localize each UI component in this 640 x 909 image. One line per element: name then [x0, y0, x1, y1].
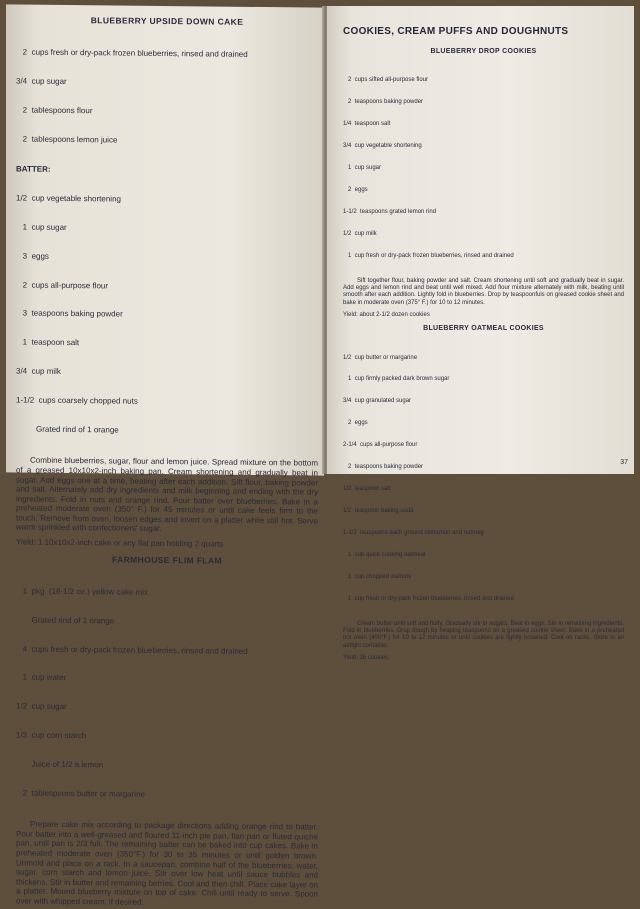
ingredient-line: 3/4 cup sugar	[16, 76, 67, 87]
recipe-yield: Yield: about 2-1/2 dozen cookies	[343, 312, 430, 319]
ingredient-line: Grated rind of 1 orange	[16, 423, 119, 435]
ingredient-list	[343, 340, 624, 618]
ingredient-line: 1 cup water	[16, 672, 67, 683]
ingredient-line: 3 teaspoons baking powder	[16, 308, 123, 319]
ingredient-line: 1 cup firmly packed dark brown sugar	[343, 376, 450, 383]
ingredient-line: 1 cup chopped walnuts	[343, 573, 412, 580]
recipe-directions: Combine blueberries, sugar, flour and lemon juice. Spread mixture on the bottom of a greased 10x10x2-inch baking pan. Cream shortening and gradually beat in sugar. Add eggs one at a time, beating after each addition. Sift flour, baking powder and salt. Alternately add dry ingredients and milk beginning and ending with the dry ingredients. Fold in nuts and orange rind. Pour batter over blueberries. Bake in a preheated moderate oven (350° F.) for 45 minutes or until cake feels firm to the touch. Remove from oven, loosen edges and invert on a platter while still hot. Serve warm sprinkled with confectioners' sugar.	[16, 455, 318, 534]
recipe-title: BLUEBERRY UPSIDE DOWN CAKE	[90, 15, 244, 27]
recipe-title: BLUEBERRY DROP COOKIES	[430, 48, 537, 56]
ingredient-line: 2 cups fresh or dry-pack frozen blueberries, rinsed and drained	[16, 47, 248, 60]
ingredient-line: 2 cups all-purpose flour	[16, 280, 109, 291]
open-booklet	[6, 6, 634, 907]
ingredient-line: 1 cup fresh or dry-pack frozen blueberries, rinsed and drained	[343, 595, 514, 602]
ingredient-line: 1-1/2 cups coarsely chopped nuts	[16, 395, 138, 406]
recipe-yield: Yield: 36 cookies	[343, 655, 389, 661]
ingredient-line: 2-1/4 cups all-purpose flour	[343, 442, 418, 449]
recipe-title: FARMHOUSE FLIM FLAM	[111, 554, 223, 566]
ingredient-line: 3/4 cup vegetable shortening	[343, 143, 422, 150]
ingredient-line: 1/2 cup sugar	[16, 701, 67, 712]
ingredient-line: 3 eggs	[16, 251, 49, 261]
ingredient-line: 1 cup quick cooking oatmeal	[343, 551, 426, 558]
ingredient-line: 2 eggs	[343, 420, 368, 427]
ingredient-line: Grated rind of 1 orange	[16, 615, 115, 626]
ingredient-line: 1/2 cup vegetable shortening	[16, 193, 121, 204]
ingredient-line: 1-1/2 teaspoons each ground cinnamon and nutmeg	[343, 530, 484, 536]
ingredient-line: 3/4 cup milk	[16, 366, 61, 376]
recipe-title: BLUEBERRY OATMEAL COOKIES	[423, 325, 544, 333]
ingredient-line: 1-1/2 teaspoons grated lemon rind	[343, 208, 437, 215]
ingredient-line: 2 teaspoons baking powder	[343, 99, 424, 106]
ingredient-line: 3/4 cup granulated sugar	[343, 398, 412, 405]
chapter-title: COOKIES, CREAM PUFFS AND DOUGHNUTS	[343, 26, 569, 37]
ingredient-line: 1 cup fresh or dry-pack frozen blueberries, rinsed and drained	[343, 252, 514, 259]
ingredient-line: 1 cup sugar	[16, 222, 67, 233]
batter-heading: BATTER:	[16, 163, 51, 174]
ingredient-list	[16, 567, 318, 820]
recipe-directions: Prepare cake mix according to package directions adding orange rind to batter. Pour batter into a well-greased and floured 11-inch pie pan, flan pan or fluted quiche pan, until pan is 2/3 full. The remaining batter can be baked into cup cakes. Bake in preheated moderate oven (350°F.) for 30 to 35 minutes or until golden brown. Unmold and place on a rack. In a saucepan, combine half of the blueberries, water, sugar, corn starch and lemon juice. Stir over low heat until sauce bubbles and thickens. Stir in butter and remaining berries. Cool and then chill. Place cake layer on a platter. Mound blueberry mixture on top of cake. Chill until ready to serve. Spoon over with whipped cream, if desired.	[16, 819, 318, 907]
recipe-yield: Yield: 1 10x10x2-inch cake or any flat pan holding 2 quarts	[16, 537, 224, 549]
ingredient-line: 1 pkg. (18-1/2 oz.) yellow cake mix	[16, 586, 149, 597]
ingredient-line: 2 tablespoons butter or margarine	[16, 787, 145, 799]
ingredient-line: 4 cups fresh or dry-pack frozen blueberries, rinsed and drained	[16, 644, 248, 656]
page-number: 37	[620, 459, 628, 467]
ingredient-line: 1/3 cup corn starch	[16, 730, 87, 741]
left-page	[6, 4, 324, 907]
ingredient-line: 2 teaspoons baking powder	[343, 464, 424, 471]
ingredient-line: 1/2 cup butter or margarine	[343, 354, 418, 361]
ingredient-line: 1/2 teaspoon baking soda	[343, 508, 414, 515]
ingredient-line: 1/2 cup milk	[343, 230, 377, 237]
ingredient-line: 1 cup sugar	[343, 165, 382, 172]
right-page	[327, 6, 634, 661]
ingredient-line: 2 tablespoons lemon juice	[16, 134, 118, 145]
recipe-directions: Cream butter until soft and fluffy. Gradually stir in sugars. Beat in eggs. Stir in remaining ingredients. Fold in blueberries. Drop dough by heaping teaspoons on a greased cookie sheet. Bake in a preheated hot oven (400°F.) for 10 to 12 minutes or until cookies are lightly browned. Cool on racks. Store in an airtight container.	[343, 620, 624, 649]
ingredient-list	[343, 63, 624, 275]
ingredient-line: 1/4 teaspoon salt	[343, 121, 391, 128]
ingredient-line: Juice of 1/2 a lemon	[16, 759, 104, 770]
batter-list	[16, 175, 318, 456]
ingredient-line: 2 cups sifted all-purpose flour	[343, 77, 429, 84]
ingredient-line: 1/2 teaspoon salt	[343, 486, 391, 493]
ingredient-line: 2 eggs	[343, 187, 368, 194]
ingredient-line: 2 tablespoons flour	[16, 105, 93, 116]
ingredient-list	[16, 29, 318, 166]
ingredient-line: 1 teaspoon salt	[16, 337, 80, 348]
recipe-directions: Sift together flour, baking powder and salt. Cream shortening until soft and gradually beat in sugar. Add eggs and lemon rind and beat until well mixed. Add flour mixture alternately with milk, beating until smooth after each addition. Lightly fold in blueberries. Drop by teaspoonfuls on greased cookie sheet and bake in moderate oven (375° F.) for 10 to 12 minutes.	[343, 277, 624, 306]
